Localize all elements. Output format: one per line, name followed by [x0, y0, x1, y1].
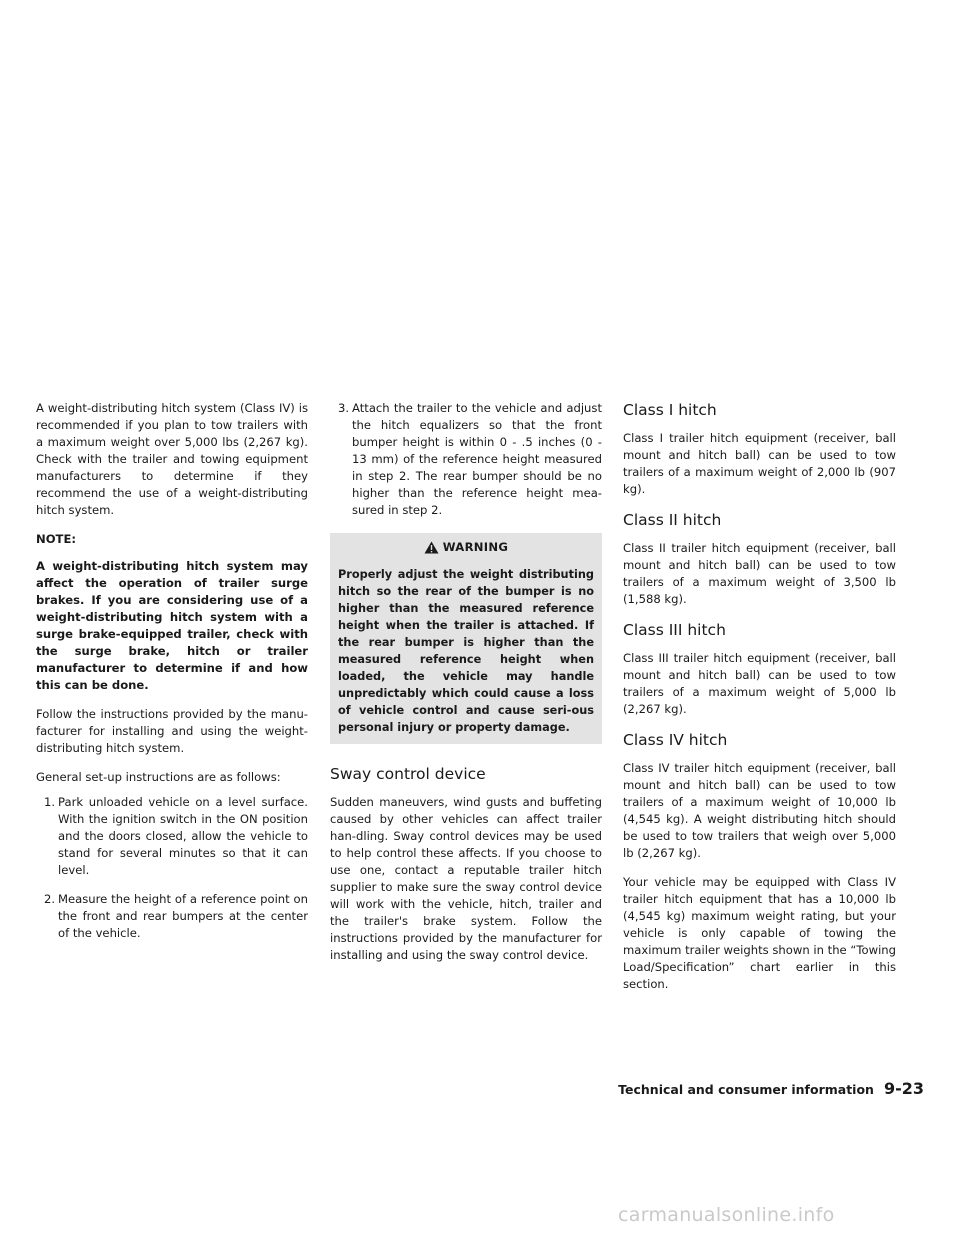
setup-steps-list-continued: [330, 400, 602, 519]
class4-heading: Class IV hitch: [623, 731, 728, 749]
step-text: Attach the trailer to the vehicle and adjust the hitch equalizers so that the front bumper height is within 0 - .5 inches (0 - 13 mm) of the reference height measured in step 2. The rear bumper should be no higher than the reference height mea-sured in step 2.: [352, 401, 602, 517]
step-text: Park unloaded vehicle on a level surface. With the ignition switch in the ON position and the doors closed, allow the vehicle to stand for several minutes so that it can level.: [58, 795, 308, 877]
class3-heading: Class III hitch: [623, 621, 726, 639]
warning-text: Properly adjust the weight distributing hitch so the rear of the bumper is no higher than the measured reference height when the trailer is attached. If the rear bumper is higher than the measured reference height when loaded, the vehicle may handle unpredictably which could cause a loss of vehicle control and cause seri-ous personal injury or property damage.: [338, 568, 594, 734]
note-body: A weight-distributing hitch system may affect the operation of trailer surge brakes. If you are considering use of a weight-distributing hitch system with a surge brake-equipped trailer, check with the surge brake, hitch or trailer manufacturer to determine if and how this can be done.: [36, 559, 308, 692]
warning-box: [330, 533, 602, 744]
list-item: [330, 400, 602, 519]
class1-heading: Class I hitch: [623, 401, 717, 419]
class2-paragraph: Class II trailer hitch equipment (receiver, ball mount and hitch ball) can be used to tow trailers of a maximum weight of 3,500 lb (1,588 kg).: [623, 541, 896, 606]
intro-paragraph: A weight-distributing hitch system (Class IV) is recommended if you plan to tow trailers with a maximum weight over 5,000 lbs (2,267 kg). Check with the trailer and towing equipment manufacturers to determine if they recommend the use of a weight-distributing hitch system.: [36, 401, 308, 517]
warning-label: WARNING: [442, 540, 509, 554]
warning-header: [338, 539, 594, 556]
footer-section-title: Technical and consumer information: [618, 1082, 874, 1097]
page-footer: [618, 1079, 924, 1098]
list-item: [36, 794, 308, 879]
step-text: Measure the height of a reference point on the front and rear bumpers at the center of the vehicle.: [58, 892, 308, 940]
step-number: 3.: [338, 401, 350, 415]
class2-heading: Class II hitch: [623, 511, 722, 529]
follow-instructions-paragraph: Follow the instructions provided by the manu-facturer for installing and using the weight-distributing hitch system.: [36, 707, 308, 755]
column-right: [623, 400, 896, 1005]
sway-control-paragraph: Sudden maneuvers, wind gusts and buffeting caused by other vehicles can affect trailer han-dling. Sway control devices may be used to help control these affects. If you choose to use one, contact a reputable trailer hitch supplier to make sure the sway control device will work with the vehicle, hitch, trailer and the trailer's brake system. Follow the instructions provided by the manufacturer for installing and using the sway control device.: [330, 795, 602, 962]
warning-triangle-icon: [424, 541, 439, 554]
sway-control-heading: Sway control device: [330, 765, 486, 783]
page-number: 9-23: [883, 1079, 924, 1098]
watermark: carmanualsonline.info: [618, 1204, 835, 1226]
setup-steps-list: [36, 794, 308, 942]
step-number: 1.: [44, 795, 56, 809]
class4-capability-paragraph: Your vehicle may be equipped with Class IV trailer hitch equipment that has a 10,000 lb (4,545 kg) maximum weight rating, but your vehicle is only capable of towing the maximum trailer weights shown in the “Towing Load/Specification” chart earlier in this section.: [623, 875, 896, 991]
general-setup-paragraph: General set-up instructions are as follows:: [36, 770, 281, 784]
class3-paragraph: Class III trailer hitch equipment (receiver, ball mount and hitch ball) can be used to tow trailers of a maximum weight of 5,000 lb (2,267 kg).: [623, 651, 896, 716]
note-heading: NOTE:: [36, 532, 77, 546]
class1-paragraph: Class I trailer hitch equipment (receiver, ball mount and hitch ball) can be used to tow trailers of a maximum weight of 2,000 lb (907 kg).: [623, 431, 896, 496]
list-item: [36, 891, 308, 942]
column-left: [36, 400, 308, 954]
step-number: 2.: [44, 892, 56, 906]
class4-paragraph: Class IV trailer hitch equipment (receiver, ball mount and hitch ball) can be used to tow trailers of a maximum weight of 10,000 lb (4,545 kg). A weight distributing hitch should be used to tow trailers that weigh over 5,000 lb (2,267 kg).: [623, 761, 896, 860]
column-middle: [330, 400, 602, 976]
